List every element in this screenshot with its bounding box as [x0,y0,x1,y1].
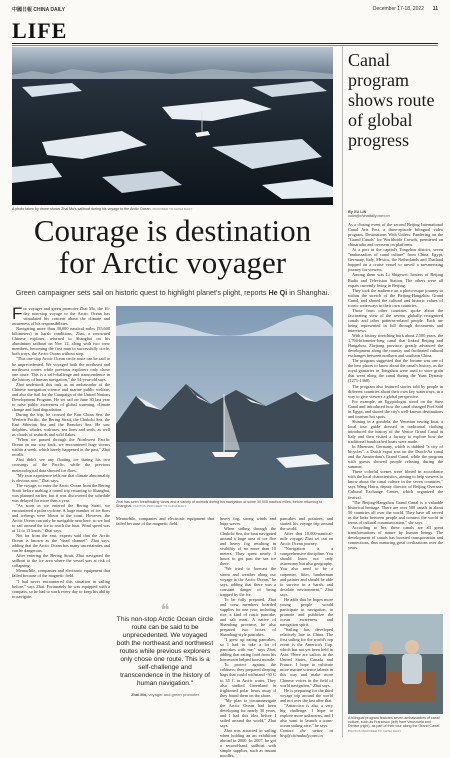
drop-cap: F [12,304,23,323]
paragraph: Shining in a gondola, the Venetian rowing boat, a local tour guide dressed in traditional clothing introduced the history of the Venice Grand Canal in Italy and then visited a factory to explore how the traditional handcrafted boats were made. [348,418,443,445]
pull-quote [116,602,214,699]
inset-photo-caption [116,500,333,508]
paragraph: "My plan to circumnavigate the Arctic Ocean had been developing for nearly 30 years, and I had this idea before I sailed around the world," Zhai says. [220,697,276,728]
paragraph: Zhai didn't see any floating ice during his two crossings of the Pacific, while the previous meteorological data showed ice floes. [12,457,110,473]
paragraph: "We tried to forecast the storm and weather along our voyage to the Arctic Ocean," he says, adding that there was a constant danger of being trapped by the ice. [220,566,276,597]
paragraph: As a closing event of the second Beijing International Canal Arts Fest, a three-episode bilingual video program, Destinations With Unless: Pandering on the "Grand Canals" for Worldwide Crowds, premiered on chinaradio and overseas on platforms. [348,222,443,248]
article-column-4 [280,516,333,738]
paragraph: During the trip, he crossed the East China Sea, the Western Pacific, the Bering Strait, the Chukchi Sea, the East Siberian Sea and the Beaufort Sea. He saw dolphins, whales, walruses, sea lions and seals, as well as clouds of seabirds and wild flakes. [12,411,110,438]
sidebar-divider [342,47,343,737]
sidebar-byline [348,210,390,218]
sidebar-photo-caption [348,716,443,733]
paragraph: "I grew up eating pancakes, so I had to take a lot of pancakes with me," says Zhai, adding that eating food from his hometown helped boost morale. [220,637,276,663]
paragraph: He is preparing for the third voyage trip around the world and not over the last after that. [280,687,333,703]
inset-photo [116,306,333,498]
paragraph: Meanwhile, companies and electronic equipment that failed because of the magnetic field. [12,568,110,579]
paragraph: The program also featured stories told by people in different countries about their own key waterways, in a way to give viewers a global perspective. [348,383,443,399]
pull-quote-attribution [116,691,214,699]
headline-line-2: for Arctic voyager [58,245,287,280]
paragraph: For example, an Egyptologist stood on the Suez Canal and introduced how the canal changed Port Said in Egypt, and shared the city's well-known destinations and tourism hot spots. [348,398,443,419]
deck-suffix: in Shanghai. [287,288,330,297]
paragraph: After that 10,000-nautical-mile voyage, Zhai set out on Arctic Ocean journey. [280,531,333,547]
paragraph: "This one-stop Arctic Ocean circle route can be said to be unprecedented. We voyaged both the northeast and northwest routes while previous explorers only chose one route. This is a self-challenge and transcendence in the history of human navigation," the 54-year-old says. [12,356,110,382]
paragraph: "Sailing has developed relatively late in China. The first sailing for the world's top event is the America's Cup, which has not yet been held in Asia. There are sailors in the United States, Canada and France. I hope to cultivate more marine science talents in this way and make more Chinese voices in the field of world navigation," Zhai says. [280,627,333,688]
main-photo-caption [12,207,333,211]
paragraph: "Antarctica is also a very big challenge. I hope to explore more unknowns, and I also want to launch a trans-ocean sailing race," he says. [280,702,333,728]
paragraph: When sailing through the Chukchi Sea, the boat navigated around a large area of ice floe and heavy fog resulting in visibility of no more than 10 meters. They spent nearly 3 hours to get past the sea ice there. [220,526,276,567]
paragraph: He adds that he hopes more young people would participate in navigation, to promote and publicize the ocean awareness and navigation spirit. [280,596,333,627]
contact-email: heqi@chinadaily.com.cn [280,733,323,739]
paragraph: "When we passed through the Northwest Pacific Ocean on our way back, we encountered huge storms within a week, which barely happened in the past," Zhai recalls. [12,437,110,458]
paragraph: "The Beijing-Hangzhou Grand Canal is a valuable historical heritage. There are over 500 canals in about 50 countries all over the world. They have all served as the links between people and connect the world in terms of cultural communication," she says. [348,499,443,525]
paragraph: According to her, these canals are all great transformations of nature by human beings. The development of canals has boosted transportation and connections, thus nurturing great civilizations over the years. [348,524,443,550]
paragraph: pancakes and potatoes, and started his voyage trip around the world. [280,516,333,532]
sidebar-body [348,222,443,610]
section-divider [12,43,438,44]
paragraph: With a history stretching back about 2,500 years, the 1,794-kilometer-long canal that linked Beijing and Hangzhou, Zhejiang province, greatly advanced the development along the country and facilitated cultural exchanges between northern and southern China. [348,333,443,359]
paragraph: "As soon as we entered the Bering Strait, we encountered a polar cyclone. A large number of ice floes and icebergs were blown to the coast. However, the Arctic Ocean can only be navigable near here, so we had to sail around the ice to reach the boat. Wind speed was at 12 to 15 knots," Zhai says. [12,502,110,534]
article-column-1 [12,306,110,738]
glacier-sailboat-image [116,306,333,498]
article-deck [12,288,333,297]
article-column-3 [220,516,276,758]
byline-email: xulin@chinadaily.com.cn [348,214,390,218]
paragraph: "I had never encountered this situation in sailing before," says Zhai. Fortunately he was equipped with a compass, so he had to work every day to keep his ability to navigate. [12,578,110,599]
headline-line-1: Courage is destination [33,213,312,248]
issue-date: December 17-18, 2022 [372,6,424,12]
paragraph: They took the audience on a photo-esque journey to within the stretch of the Beijing-Hangzhou Grand Canal, and shared the cultural and historic values of iconic waterways in their own countries. [348,287,443,308]
caption-credit: PHOTOS PROVIDED TO CHINA DAILY [133,504,187,509]
paragraph: heavy fog, strong winds and huge waves. [220,516,276,527]
newspaper-logo: 中國日報 CHINA DAILY [12,7,65,13]
byline-name: By XU LIN [348,210,367,214]
paragraph: The voyage, to enter the Arctic Ocean from the Bering Strait before making a round trip returning to Shanghai, was planned earlier, but it was discovered the schedule was delayed for more than a year. [12,482,110,503]
paragraph: Among them was Li Shigewei, hostess of Beijing Radio and Television Station. The others were all expats currently living in Beijing. [348,272,443,288]
canal-presenters-image [348,614,443,714]
paragraph: The program suggested that the fortune was one of the best places to know about the canal's history, as the royal granaries in Tongzhou were used to store grain that went along the canal during the Yuan Dynasty (1271-1368). [348,358,443,384]
page-number: 11 [432,6,438,12]
paragraph: Navigating more than 30,000 nautical miles (55,600 kilometers) in harsh conditions, Zhai, a renowned Chinese explorer, returned to Shanghai on his aluminium sailboat on Nov 12, along with two crew members, becoming the first man to successfully circle, both ways, the Arctic Ocean without stop. [12,326,110,357]
caption-text: A photo taken by drone shows Zhai Mo's sailboat during his voyage to the Arctic Ocean. [12,207,152,211]
paragraph: or voyager and green promoter Zhai Mo, the 16-day non-stop voyage to the Arctic Ocean has stimulated his concern about the climate and awareness of his responsibilities. [12,306,110,327]
pull-quote-text: This non-stop Arctic Ocean circle route can be said to be unprecedented. We voyaged both the northeast and northwest routes while previous explorers only chose one route. This is a self-challenge and transcendence in the history of human navigation." [116,616,214,687]
attribution-name: Zhai Mo, [131,692,148,697]
paragraph: At a port in the capital's Tongzhou district, seven "ambassadors of canal culture" from China, Egypt, Germany, Italy, Mexico, the Netherlands and Thailand hopped on a cruise vessel to unveil a mesmerizing journey for viewers. [348,247,443,273]
paragraph: Not far from the east, experts said that the Arctic Ocean is known as the "dead channel". Zhai says, adding that the Arctic Ocean has many uncertainties and can be dangerous. [12,533,110,554]
contact-line [280,728,333,738]
sidebar-headline: Canal program shows route of global progress [348,50,435,150]
section-title: LIFE [12,18,68,43]
paragraph: To be fully prepared, Zhai and crew members boarded supplies for one year, including rice, a kind of rustic pancake, and salt meat. A native of Shandong province, he also prepared two boxes of Shandong-style pancakes. [220,596,276,638]
article-headline [12,215,333,279]
paragraph: In Muenster, Germany, which is dubbed "a city of bicycles", a Dutch expat was on the Dutch-Aa canal and the Amsterdam's Grand Canal, while the program with guests showed people relaxing during the summer. [348,444,443,470]
caption-text: A bilingual program features seven ambassadors of canal culture, such as Francisco (left) from Venezuela and Denise (right), as part of their tour along the Grand Canal. [348,716,440,729]
paragraph: "My own experience tells me that climate abnormality is obvious now," Zhai says. [12,472,110,483]
paragraph: To protect against the coldness, they prepared sleeping bags that could withstand -30 C to 35 C in Arctic water. They also studied Greenland in frightened polar bears away if they found them on the shore. [220,662,276,698]
deck-author: He Qi [268,288,288,297]
article-column-2-top [116,516,214,602]
paragraph: After entering the Bering Strait, Zhai navigated the sailboat to the ice area where the vessel was at risk of collapsing. [12,553,110,569]
section-divider-thin [12,45,438,46]
arctic-sailboat-image [12,47,333,205]
paragraph: Meanwhile, companies and electronic equipment that failed because of the magnetic field. [116,516,214,527]
paragraph: These colorful scenes were filmed in accordance with the local characteristics, aiming to help viewers to know about the canal culture in the seven countries," says Wang Hairu, deputy director of Beijing Overseas Cultural Exchange Center, which organized the festival. [348,469,443,500]
paragraph: "Navigation is a comprehensive discipline. You should learn not only astronomy but also geography. You also need to be a carpenter, fitter, lumberman and painter and should be able to survive in a harsh, and desolate environment," Zhai says. [280,546,333,597]
caption-text: Zhai has seen breathtaking views and a variety of animals during his navigation of some 30,000 nautical miles, before returning to Shanghai. [116,500,323,509]
page-header [12,6,438,16]
quote-mark-icon: ❝ [160,602,170,619]
contact-label: Contact the writer at [280,727,333,733]
caption-credit: PROVIDED TO CHINA DAILY [152,207,193,211]
paragraph: Those from other countries spoke about the fascinating view of the sevens globally recognized canals and other patterns-related people. Each are being represented in full through documents and interviews. [348,307,443,333]
main-photo [12,47,333,205]
sidebar-photo [348,614,443,714]
attribution-role: voyager and green promoter [147,692,199,697]
deck-text: Green campaigner sets sail on historic quest to highlight planet's plight, reports [15,288,269,297]
caption-credit: PHOTOS PROVIDED TO CHINA DAILY [348,728,402,733]
paragraph: Zhai undertook this task as an ambassador of the Chinese navigation science and marine public welfare, and also the Sail for the Campaign of the United Nations Development Program. He set sail on June 30 last year to raise public awareness of global warming, climate change and land degradation. [12,381,110,412]
paragraph: Zhai was attracted to sailing when holding an art exhibition abroad in 2000. In 2007, he got a second-hand sailboat with simple supplies, such as instant noodles, [220,727,276,758]
